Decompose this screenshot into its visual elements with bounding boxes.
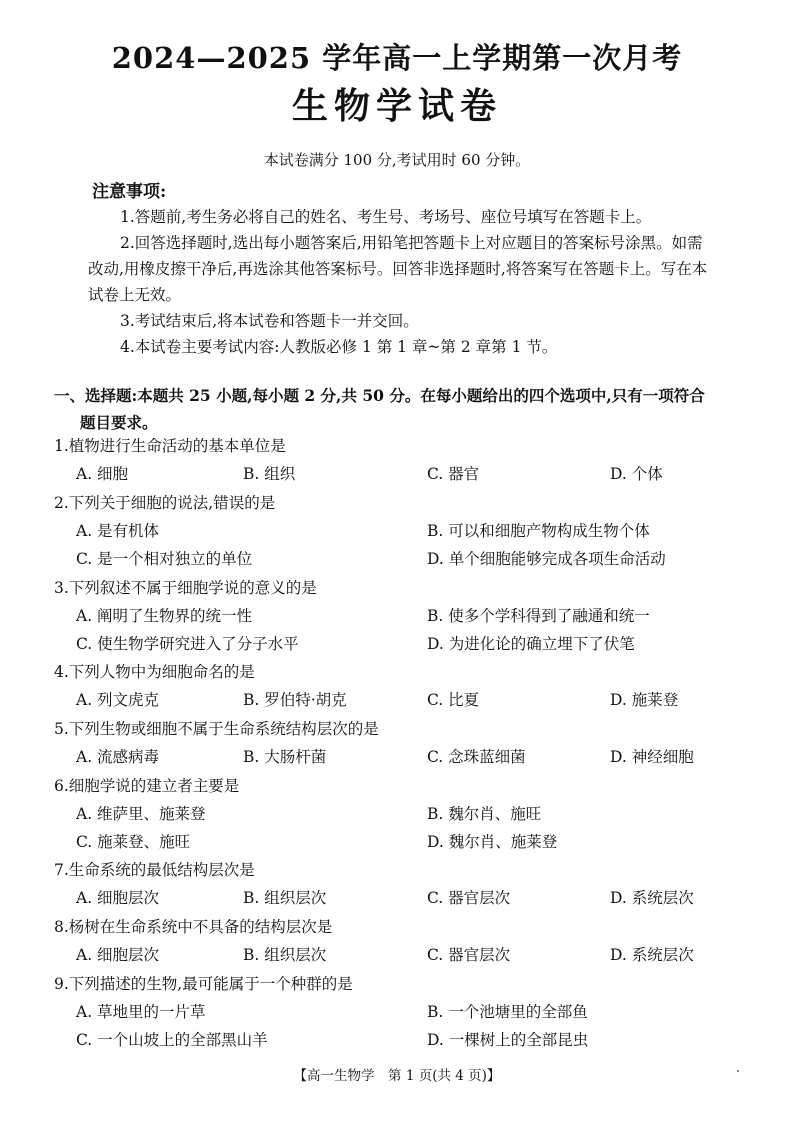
- question-stem: 8.杨树在生命系统中不具备的结构层次是: [54, 918, 333, 936]
- option-d: D. 系统层次: [610, 889, 694, 907]
- question-stem: 2.下列关于细胞的说法,错误的是: [54, 494, 276, 512]
- option-a: A. 细胞: [76, 465, 129, 483]
- option-c: C. 器官层次: [427, 889, 511, 907]
- option-d: D. 为进化论的确立埋下了伏笔: [427, 635, 635, 653]
- note-item: 3.考试结束后,将本试卷和答题卡一并交回。: [120, 312, 419, 330]
- option-d: D. 个体: [610, 465, 663, 483]
- option-d: D. 系统层次: [610, 946, 694, 964]
- option-c: C. 比夏: [427, 691, 480, 709]
- option-b: B. 组织层次: [243, 946, 327, 964]
- exam-title: 2024—2025 学年高一上学期第一次月考: [111, 41, 683, 75]
- exam-info: 本试卷满分 100 分,考试用时 60 分钟。: [263, 151, 531, 169]
- section-heading-line1: 一、选择题:本题共 25 小题,每小题 2 分,共 50 分。在每小题给出的四个选项中,只有一项符合: [54, 386, 705, 405]
- option-b: B. 可以和细胞产物构成生物个体: [427, 522, 650, 540]
- scan-speck: [737, 1070, 739, 1072]
- option-a: A. 流感病毒: [76, 748, 160, 766]
- option-b: B. 魏尔肖、施旺: [427, 805, 542, 823]
- option-c: C. 器官: [427, 465, 480, 483]
- question-stem: 4.下列人物中为细胞命名的是: [54, 663, 255, 681]
- option-b: B. 大肠杆菌: [243, 748, 327, 766]
- option-c: C. 是一个相对独立的单位: [76, 550, 253, 568]
- section-heading-line2: 题目要求。: [80, 413, 158, 432]
- option-a: A. 维萨里、施莱登: [76, 805, 206, 823]
- option-c: C. 使生物学研究进入了分子水平: [76, 635, 299, 653]
- option-b: B. 组织层次: [243, 889, 327, 907]
- question-stem: 5.下列生物或细胞不属于生命系统结构层次的是: [54, 720, 379, 738]
- option-c: C. 一个山坡上的全部黑山羊: [76, 1031, 268, 1049]
- option-a: A. 阐明了生物界的统一性: [76, 607, 253, 625]
- option-a: A. 是有机体: [76, 522, 160, 540]
- note-item: 2.回答选择题时,选出每小题答案后,用铅笔把答题卡上对应题目的答案标号涂黑。如需改动,用橡皮擦干净后,再选涂其他答案标号。回答非选择题时,将答案写在答题卡上。写在本试卷上无效。: [88, 234, 708, 304]
- option-d: D. 施莱登: [610, 691, 679, 709]
- note-item: 4.本试卷主要考试内容:人教版必修 1 第 1 章~第 2 章第 1 节。: [120, 338, 558, 356]
- page-footer: 【高一生物学 第 1 页(共 4 页)】: [293, 1068, 501, 1084]
- question-stem: 6.细胞学说的建立者主要是: [54, 777, 240, 795]
- question-stem: 1.植物进行生命活动的基本单位是: [54, 437, 286, 455]
- notes-heading: 注意事项:: [92, 182, 167, 202]
- option-a: A. 草地里的一片草: [76, 1003, 206, 1021]
- option-b: B. 组织: [243, 465, 296, 483]
- option-a: A. 细胞层次: [76, 946, 160, 964]
- option-d: D. 神经细胞: [610, 748, 694, 766]
- option-d: D. 一棵树上的全部昆虫: [427, 1031, 589, 1049]
- option-a: A. 细胞层次: [76, 889, 160, 907]
- note-item: 1.答题前,考生务必将自己的姓名、考生号、考场号、座位号填写在答题卡上。: [120, 208, 652, 226]
- option-b: B. 罗伯特·胡克: [243, 691, 347, 709]
- subject-title: 生物学试卷: [291, 85, 502, 127]
- option-c: C. 器官层次: [427, 946, 511, 964]
- option-d: D. 魏尔肖、施莱登: [427, 833, 558, 851]
- option-b: B. 一个池塘里的全部鱼: [427, 1003, 588, 1021]
- option-d: D. 单个细胞能够完成各项生命活动: [427, 550, 666, 568]
- question-stem: 7.生命系统的最低结构层次是: [54, 861, 255, 879]
- question-stem: 3.下列叙述不属于细胞学说的意义的是: [54, 579, 317, 597]
- option-c: C. 施莱登、施旺: [76, 833, 191, 851]
- option-b: B. 使多个学科得到了融通和统一: [427, 607, 650, 625]
- option-c: C. 念珠蓝细菌: [427, 748, 526, 766]
- question-stem: 9.下列描述的生物,最可能属于一个种群的是: [54, 975, 353, 993]
- option-a: A. 列文虎克: [76, 691, 160, 709]
